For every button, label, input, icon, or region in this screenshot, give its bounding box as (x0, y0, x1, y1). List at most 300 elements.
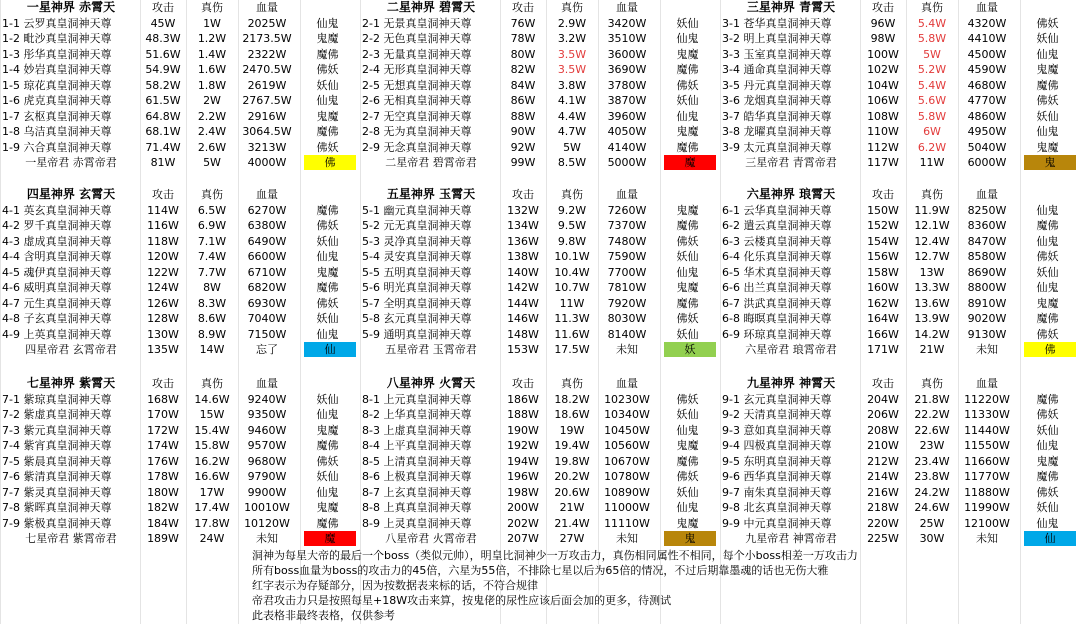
lord-attribute: 佛 (304, 155, 356, 170)
boss-attack: 192W (507, 439, 539, 452)
note-line: 洞神为每星大帝的最后一个boss（类似元帅），明皇比洞神少一万攻击力，真伤相同属性不相同，每个小boss相差一万攻击力 (252, 549, 858, 562)
boss-attack: 182W (147, 501, 179, 514)
boss-true-damage: 5.4W (917, 16, 947, 30)
boss-attribute: 鬼魔 (1036, 63, 1059, 76)
boss-name: 5-7 全明真皇洞神天尊 (362, 296, 472, 310)
boss-name: 2-6 无相真皇洞神天尊 (362, 94, 472, 107)
boss-name: 4-5 魂伊真皇洞神天尊 (2, 265, 112, 279)
boss-row (0, 124, 360, 139)
boss-true-damage: 20.6W (554, 485, 590, 499)
boss-hp: 3870W (607, 94, 647, 107)
boss-true-damage: 7.4W (197, 250, 227, 263)
boss-attribute: 妖仙 (316, 392, 339, 406)
boss-row (0, 140, 360, 155)
boss-hp: 2322W (247, 47, 287, 61)
boss-hp: 9570W (247, 439, 287, 452)
boss-hp: 11880W (964, 485, 1010, 499)
boss-hp: 8030W (607, 312, 647, 325)
boss-attack: 214W (867, 470, 899, 483)
boss-row (0, 249, 360, 264)
boss-attribute: 仙鬼 (1036, 281, 1059, 294)
lord-attack: 99W (510, 156, 536, 169)
boss-attack: 102W (867, 63, 899, 76)
boss-attack: 82W (510, 63, 536, 76)
boss-true-damage: 5.2W (917, 63, 947, 76)
boss-true-damage: 3.5W (557, 47, 587, 61)
boss-attribute: 佛妖 (676, 234, 699, 248)
section-header-row (0, 0, 360, 15)
boss-attack: 88W (510, 109, 536, 123)
boss-attack: 216W (867, 485, 899, 499)
boss-attack: 68.1W (145, 125, 181, 138)
boss-name: 3-6 龙烟真皇洞神天尊 (722, 94, 832, 107)
boss-attribute: 妖仙 (1036, 501, 1059, 514)
boss-row (360, 47, 720, 62)
lord-attribute: 仙 (1024, 531, 1076, 546)
boss-attack: 76W (510, 16, 536, 30)
boss-name: 8-5 上清真皇洞神天尊 (362, 454, 472, 468)
boss-hp: 3064.5W (242, 125, 292, 138)
boss-row (360, 311, 720, 326)
boss-name: 7-9 紫极真皇洞神天尊 (2, 516, 112, 530)
boss-name: 6-6 出兰真皇洞神天尊 (722, 281, 832, 294)
boss-name: 3-5 丹元真皇洞神天尊 (722, 78, 832, 92)
boss-hp: 3690W (607, 63, 647, 76)
boss-row (360, 500, 720, 515)
boss-row (360, 516, 720, 531)
boss-hp: 4140W (607, 140, 647, 154)
boss-attribute: 仙鬼 (676, 109, 699, 123)
boss-attack: 108W (867, 109, 899, 123)
boss-attribute: 魔佛 (676, 219, 699, 232)
boss-hp: 6930W (247, 296, 287, 310)
boss-true-damage: 5.8W (917, 109, 947, 123)
boss-hp: 2619W (247, 78, 287, 92)
boss-true-damage: 6.2W (917, 140, 947, 154)
lord-row (360, 531, 720, 546)
boss-row (0, 31, 360, 46)
boss-row (0, 392, 360, 407)
boss-hp: 9680W (247, 454, 287, 468)
boss-true-damage: 21W (559, 501, 585, 514)
boss-attack: 162W (867, 296, 899, 310)
boss-attack: 154W (867, 234, 899, 248)
boss-attack: 204W (867, 392, 899, 406)
boss-hp: 9900W (247, 485, 287, 499)
header-hp: 血量 (616, 377, 638, 390)
boss-attribute: 仙鬼 (316, 250, 339, 263)
boss-true-damage: 13.3W (914, 281, 950, 294)
boss-hp: 9240W (247, 392, 287, 406)
boss-attack: 134W (507, 219, 539, 232)
boss-row (0, 327, 360, 342)
boss-true-damage: 5W (923, 47, 941, 61)
boss-attribute: 鬼魔 (316, 423, 339, 437)
boss-true-damage: 21.8W (914, 392, 950, 406)
boss-name: 1-6 虎克真皇洞神天尊 (2, 94, 112, 107)
boss-true-damage: 15.8W (194, 439, 230, 452)
boss-name: 6-3 云楼真皇洞神天尊 (722, 234, 832, 248)
lord-hp: 未知 (256, 532, 278, 545)
section-title: 三星神界 青霄天 (746, 0, 836, 14)
boss-hp: 7590W (607, 250, 647, 263)
lord-attribute: 鬼 (1024, 155, 1076, 170)
boss-true-damage: 15.4W (194, 423, 230, 437)
boss-row (360, 234, 720, 249)
boss-true-damage: 1.2W (197, 32, 227, 45)
boss-row (360, 203, 720, 218)
boss-attribute: 鬼魔 (1036, 140, 1059, 154)
boss-attribute: 妖仙 (676, 327, 699, 341)
boss-attribute: 妖仙 (676, 485, 699, 499)
boss-attribute: 佛妖 (316, 296, 339, 310)
boss-row (720, 500, 1080, 515)
boss-hp: 6820W (247, 281, 287, 294)
boss-attribute: 妖仙 (316, 312, 339, 325)
boss-attribute: 魔佛 (676, 454, 699, 468)
boss-hp: 9130W (967, 327, 1007, 341)
boss-hp: 8910W (967, 296, 1007, 310)
boss-attack: 51.6W (145, 47, 181, 61)
header-attack: 攻击 (152, 1, 174, 14)
boss-attack: 138W (507, 250, 539, 263)
lord-row (720, 531, 1080, 546)
boss-name: 3-4 通命真皇洞神天尊 (722, 63, 832, 76)
boss-row (0, 485, 360, 500)
lord-name: 四星帝君 玄霄帝君 (25, 343, 117, 356)
boss-row (0, 438, 360, 453)
boss-hp: 9460W (247, 423, 287, 437)
lord-attack: 81W (150, 156, 176, 169)
lord-name: 六星帝君 琅霄帝君 (745, 343, 837, 356)
note-line: 帝君攻击力只是按照每星+18W攻击来算，按鬼佬的尿性应该后面会加的更多，待测试 (252, 594, 672, 607)
boss-name: 9-9 中元真皇洞神天尊 (722, 516, 832, 530)
boss-row (720, 311, 1080, 326)
boss-hp: 4410W (967, 32, 1007, 45)
boss-name: 6-9 环琼真皇洞神天尊 (722, 327, 832, 341)
boss-hp: 11110W (604, 516, 650, 530)
boss-name: 5-8 玄元真皇洞神天尊 (362, 312, 472, 325)
boss-hp: 6710W (247, 265, 287, 279)
boss-hp: 4590W (967, 63, 1007, 76)
boss-hp: 7040W (247, 312, 287, 325)
boss-hp: 4500W (967, 47, 1007, 61)
boss-attribute: 妖仙 (316, 470, 339, 483)
boss-attribute: 鬼魔 (676, 203, 699, 217)
boss-attack: 140W (507, 265, 539, 279)
boss-row (0, 516, 360, 531)
boss-attribute: 鬼魔 (1036, 454, 1059, 468)
boss-hp: 7920W (607, 296, 647, 310)
boss-hp: 2767.5W (242, 94, 292, 107)
header-hp: 血量 (256, 188, 278, 201)
boss-attack: 120W (147, 250, 179, 263)
boss-true-damage: 7.1W (197, 234, 227, 248)
boss-name: 3-2 明上真皇洞神天尊 (722, 32, 832, 45)
boss-name: 3-3 玉室真皇洞神天尊 (722, 47, 832, 61)
lord-name: 二星帝君 碧霄帝君 (385, 156, 477, 169)
boss-hp: 8250W (967, 203, 1007, 217)
boss-attribute: 仙鬼 (1036, 47, 1059, 61)
boss-attack: 116W (147, 219, 179, 232)
boss-true-damage: 2.2W (197, 109, 227, 123)
boss-row (360, 218, 720, 233)
header-attack: 攻击 (872, 377, 894, 390)
boss-hp: 8800W (967, 281, 1007, 294)
boss-name: 3-1 苍华真皇洞神天尊 (722, 16, 832, 30)
boss-hp: 10120W (244, 516, 290, 530)
boss-name: 1-4 妙岩真皇洞神天尊 (2, 63, 112, 76)
boss-row (360, 93, 720, 108)
boss-true-damage: 12.1W (914, 219, 950, 232)
boss-row (360, 78, 720, 93)
lord-row (720, 155, 1080, 170)
boss-attack: 150W (867, 203, 899, 217)
boss-name: 4-2 罗千真皇洞神天尊 (2, 219, 112, 232)
boss-hp: 2470.5W (242, 63, 292, 76)
boss-true-damage: 23.4W (914, 454, 950, 468)
boss-name: 9-4 四极真皇洞神天尊 (722, 439, 832, 452)
boss-row (360, 280, 720, 295)
boss-attack: 98W (870, 32, 896, 45)
boss-row (360, 249, 720, 264)
boss-attack: 112W (867, 140, 899, 154)
boss-name: 3-9 太元真皇洞神天尊 (722, 140, 832, 154)
boss-attribute: 仙鬼 (1036, 234, 1059, 248)
boss-attribute: 仙鬼 (1036, 516, 1059, 530)
lord-attack: 135W (147, 343, 179, 356)
lord-true-damage: 14W (199, 343, 225, 356)
boss-hp: 4950W (967, 125, 1007, 138)
boss-hp: 4680W (967, 78, 1007, 92)
boss-hp: 8140W (607, 327, 647, 341)
boss-true-damage: 23.8W (914, 470, 950, 483)
boss-hp: 10230W (604, 392, 650, 406)
section-title: 五星神界 玉霄天 (386, 187, 476, 201)
boss-row (360, 296, 720, 311)
boss-attack: 136W (507, 234, 539, 248)
boss-row (720, 392, 1080, 407)
boss-true-damage: 21.4W (554, 516, 590, 530)
boss-hp: 8580W (967, 250, 1007, 263)
section-title: 七星神界 紫霄天 (26, 376, 116, 390)
boss-attack: 45W (150, 16, 176, 30)
boss-true-damage: 2.4W (197, 125, 227, 138)
boss-hp: 10670W (604, 454, 650, 468)
boss-attribute: 妖仙 (676, 16, 699, 30)
boss-row (360, 469, 720, 484)
header-attack: 攻击 (872, 1, 894, 14)
boss-attribute: 妖仙 (316, 234, 339, 248)
boss-attribute: 魔佛 (1036, 312, 1059, 325)
boss-name: 5-2 元无真皇洞神天尊 (362, 219, 472, 232)
boss-true-damage: 5.6W (917, 94, 947, 107)
boss-hp: 7810W (607, 281, 647, 294)
boss-attack: 64.8W (145, 109, 181, 123)
boss-hp: 3510W (607, 32, 647, 45)
boss-attribute: 妖仙 (1036, 109, 1059, 123)
boss-name: 5-4 灵安真皇洞神天尊 (362, 250, 472, 263)
boss-row (0, 454, 360, 469)
boss-attribute: 鬼魔 (316, 32, 339, 45)
boss-hp: 8470W (967, 234, 1007, 248)
boss-true-damage: 5W (563, 140, 581, 154)
lord-true-damage: 17.5W (554, 343, 590, 356)
section-header-row (720, 376, 1080, 391)
boss-true-damage: 8W (203, 281, 221, 294)
boss-attack: 200W (507, 501, 539, 514)
boss-attribute: 鬼魔 (676, 516, 699, 530)
boss-attack: 210W (867, 439, 899, 452)
boss-true-damage: 15W (199, 408, 225, 421)
boss-attack: 86W (510, 94, 536, 107)
boss-row (720, 140, 1080, 155)
boss-name: 7-3 紫元真皇洞神天尊 (2, 423, 112, 437)
boss-attribute: 佛妖 (676, 392, 699, 406)
boss-true-damage: 17.8W (194, 516, 230, 530)
boss-attribute: 妖仙 (676, 94, 699, 107)
boss-attribute: 魔佛 (676, 63, 699, 76)
boss-attack: 220W (867, 516, 899, 530)
boss-name: 8-1 上元真皇洞神天尊 (362, 392, 472, 406)
boss-name: 4-9 上英真皇洞神天尊 (2, 327, 112, 341)
boss-true-damage: 11.3W (554, 312, 590, 325)
boss-row (0, 234, 360, 249)
lord-attribute: 魔 (664, 155, 716, 170)
boss-attack: 164W (867, 312, 899, 325)
boss-true-damage: 12.4W (914, 234, 950, 248)
boss-row (720, 234, 1080, 249)
boss-attribute: 鬼魔 (1036, 296, 1059, 310)
lord-true-damage: 27W (559, 532, 585, 545)
boss-row (720, 485, 1080, 500)
boss-true-damage: 13W (919, 265, 945, 279)
boss-row (0, 218, 360, 233)
boss-row (360, 485, 720, 500)
boss-row (0, 311, 360, 326)
boss-attack: 188W (507, 408, 539, 421)
boss-name: 6-8 晦暝真皇洞神天尊 (722, 312, 832, 325)
boss-row (720, 218, 1080, 233)
boss-attribute: 妖仙 (676, 408, 699, 421)
boss-true-damage: 3.5W (557, 63, 587, 76)
boss-name: 6-5 华术真皇洞神天尊 (722, 265, 832, 279)
lord-attack: 171W (867, 343, 899, 356)
boss-true-damage: 20.2W (554, 470, 590, 483)
boss-name: 4-1 英玄真皇洞神天尊 (2, 203, 112, 217)
boss-true-damage: 9.2W (557, 203, 587, 217)
boss-row (720, 265, 1080, 280)
boss-true-damage: 14.6W (194, 392, 230, 406)
boss-row (0, 78, 360, 93)
boss-hp: 3420W (607, 16, 647, 30)
lord-attack: 225W (867, 532, 899, 545)
lord-row (360, 342, 720, 357)
boss-row (0, 423, 360, 438)
boss-name: 8-6 上极真皇洞神天尊 (362, 470, 472, 483)
boss-hp: 4050W (607, 125, 647, 138)
boss-hp: 3960W (607, 109, 647, 123)
boss-row (720, 16, 1080, 31)
boss-attribute: 仙鬼 (676, 32, 699, 45)
boss-attribute: 魔佛 (316, 281, 339, 294)
boss-attribute: 魔佛 (1036, 78, 1059, 92)
boss-row (720, 47, 1080, 62)
boss-hp: 3780W (607, 78, 647, 92)
boss-hp: 10340W (604, 408, 650, 421)
boss-attack: 196W (507, 470, 539, 483)
boss-attribute: 佛妖 (316, 219, 339, 232)
boss-hp: 5040W (967, 140, 1007, 154)
boss-hp: 10780W (604, 470, 650, 483)
boss-hp: 6380W (247, 219, 287, 232)
header-true-damage: 真伤 (561, 188, 583, 201)
boss-true-damage: 18.6W (554, 408, 590, 421)
note-line: 红字表示为存疑部分，因为按数据表来标的话，不符合规律 (252, 579, 538, 592)
boss-name: 2-8 无为真皇洞神天尊 (362, 125, 472, 138)
boss-attribute: 妖仙 (316, 78, 339, 92)
boss-name: 5-5 五明真皇洞神天尊 (362, 265, 472, 279)
boss-attack: 96W (870, 16, 896, 30)
boss-true-damage: 22.6W (914, 423, 950, 437)
lord-name: 七星帝君 紫霄帝君 (25, 532, 117, 545)
section-title: 四星神界 玄霄天 (26, 187, 116, 201)
lord-true-damage: 24W (199, 532, 225, 545)
boss-attack: 152W (867, 219, 899, 232)
boss-row (0, 469, 360, 484)
boss-attribute: 鬼魔 (316, 501, 339, 514)
boss-row (0, 280, 360, 295)
lord-row (360, 155, 720, 170)
boss-attribute: 鬼魔 (316, 265, 339, 279)
section-header-row (0, 376, 360, 391)
boss-hp: 9350W (247, 408, 287, 421)
lord-true-damage: 5W (203, 156, 221, 169)
boss-attribute: 佛妖 (1036, 16, 1059, 30)
boss-hp: 10450W (604, 423, 650, 437)
boss-true-damage: 10.1W (554, 250, 590, 263)
boss-name: 1-9 六合真皇洞神天尊 (2, 140, 112, 154)
boss-attribute: 仙鬼 (316, 327, 339, 341)
lord-hp: 5000W (607, 156, 647, 169)
boss-true-damage: 2.6W (197, 140, 227, 154)
lord-row (0, 342, 360, 357)
header-true-damage: 真伤 (561, 1, 583, 14)
lord-name: 三星帝君 青霄帝君 (745, 156, 837, 169)
boss-true-damage: 11.6W (554, 327, 590, 341)
boss-attack: 122W (147, 265, 179, 279)
boss-row (0, 47, 360, 62)
boss-attack: 148W (507, 327, 539, 341)
boss-true-damage: 23W (919, 439, 945, 452)
header-true-damage: 真伤 (921, 188, 943, 201)
boss-attack: 174W (147, 439, 179, 452)
boss-attribute: 鬼魔 (316, 109, 339, 123)
boss-hp: 6270W (247, 203, 287, 217)
header-attack: 攻击 (872, 188, 894, 201)
boss-name: 8-8 上真真皇洞神天尊 (362, 501, 472, 514)
boss-name: 2-9 无念真皇洞神天尊 (362, 140, 472, 154)
lord-attack: 189W (147, 532, 179, 545)
lord-name: 九星帝君 神霄帝君 (745, 532, 837, 545)
boss-attribute: 佛妖 (676, 470, 699, 483)
boss-true-damage: 2W (203, 94, 221, 107)
boss-name: 1-3 彤华真皇洞神天尊 (2, 47, 112, 61)
boss-name: 2-7 无空真皇洞神天尊 (362, 109, 472, 123)
boss-hp: 7700W (607, 265, 647, 279)
boss-hp: 2173.5W (242, 32, 292, 45)
boss-name: 2-1 无景真皇洞神天尊 (362, 16, 472, 30)
